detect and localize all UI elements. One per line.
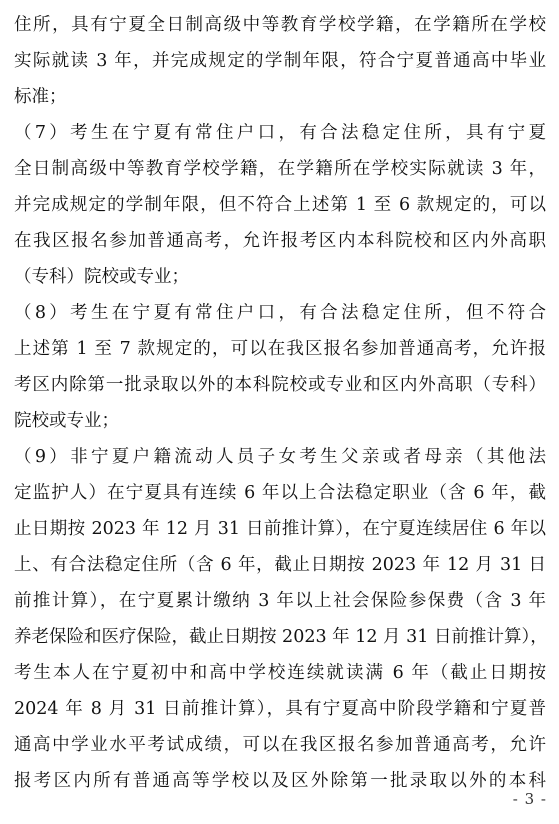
text-line: （8）考生在宁夏有常住户口，有合法稳定住所，但不符合 <box>14 303 546 323</box>
text-line: 并完成规定的学制年限，但不符合上述第 1 至 6 款规定的，可以 <box>14 195 546 215</box>
text-line: （专科）院校或专业； <box>14 267 189 287</box>
text-line: 实际就读 3 年，并完成规定的学制年限，符合宁夏普通高中毕业 <box>14 51 546 71</box>
text-line: 院校或专业； <box>14 411 119 431</box>
text-line: 养老保险和医疗保险，截止日期按 2023 年 12 月 31 日前推计算）， <box>14 627 548 647</box>
text-line: （9）非宁夏户籍流动人员子女考生父亲或者母亲（其他法 <box>14 447 546 467</box>
text-line: 止日期按 2023 年 12 月 31 日前推计算），在宁夏连续居住 6 年以 <box>14 519 546 539</box>
text-line: 通高中学业水平考试成绩，可以在我区报名参加普通高考，允许 <box>14 735 546 755</box>
text-line: 标准； <box>14 87 67 107</box>
text-line: 2024 年 8 月 31 日前推计算），具有宁夏高中阶段学籍和宁夏普 <box>14 699 546 719</box>
text-line: 在我区报名参加普通高考，允许报考区内本科院校和区内外高职 <box>14 231 546 251</box>
text-line: 考区内除第一批录取以外的本科院校或专业和区内外高职（专科） <box>14 375 546 395</box>
text-line: 定监护人）在宁夏具有连续 6 年以上合法稳定职业（含 6 年，截 <box>14 483 546 503</box>
text-line: 全日制高级中等教育学校学籍，在学籍所在学校实际就读 3 年， <box>14 159 546 179</box>
text-line: 上述第 1 至 7 款规定的，可以在我区报名参加普通高考，允许报 <box>14 339 546 359</box>
page-number: - 3 - <box>512 790 547 808</box>
text-line: （7）考生在宁夏有常住户口，有合法稳定住所，具有宁夏 <box>14 123 546 143</box>
text-line: 报考区内所有普通高等学校以及区外除第一批录取以外的本科 <box>14 771 546 791</box>
text-line: 上、有合法稳定住所（含 6 年，截止日期按 2023 年 12 月 31 日 <box>14 555 546 575</box>
text-line: 前推计算），在宁夏累计缴纳 3 年以上社会保险参保费（含 3 年 <box>14 591 546 611</box>
text-line: 考生本人在宁夏初中和高中学校连续就读满 6 年（截止日期按 <box>14 663 546 683</box>
text-line: 住所，具有宁夏全日制高级中等教育学校学籍，在学籍所在学校 <box>14 15 546 35</box>
